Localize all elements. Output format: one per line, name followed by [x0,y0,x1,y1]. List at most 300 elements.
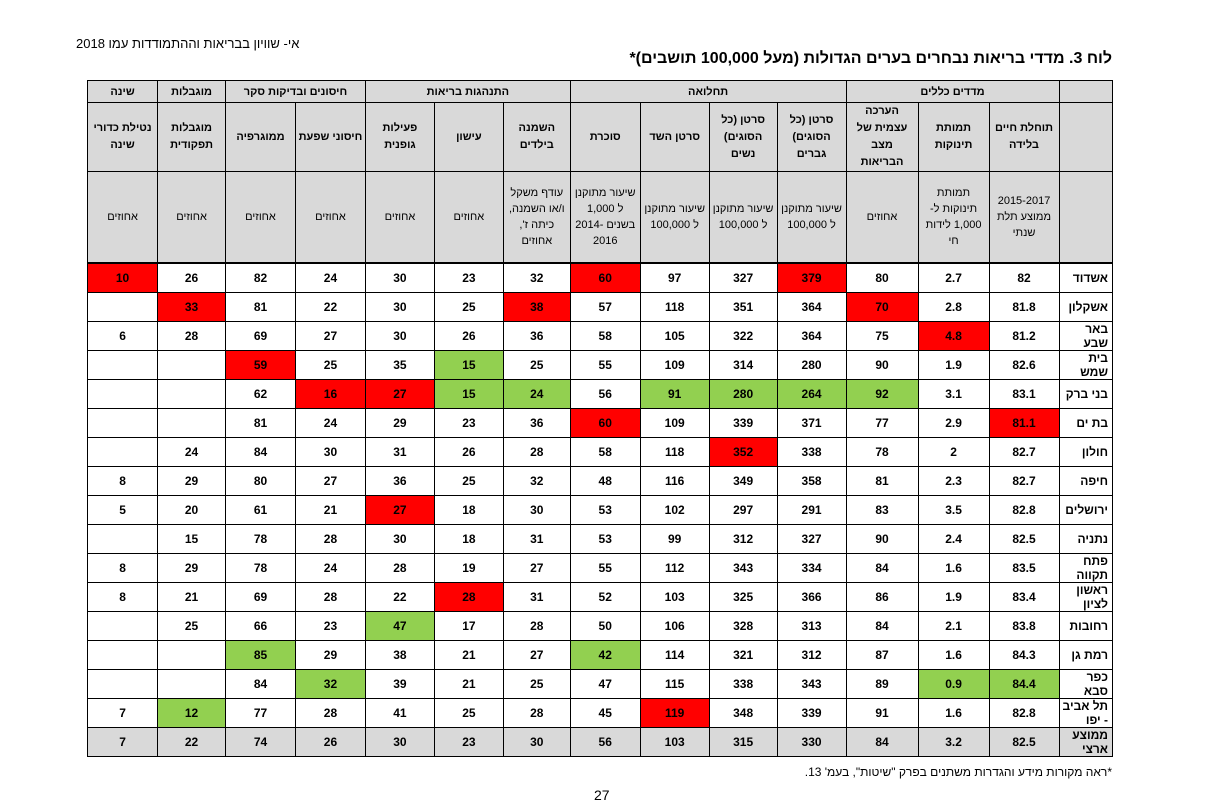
value-cell [158,380,226,409]
column-header: סרטן (כל הסוגים) גברים [777,103,846,172]
table-row [88,554,1113,583]
value-cell: 32 [503,467,570,496]
table-row [88,670,1113,699]
value-cell [88,438,158,467]
value-cell: 4.8 [918,322,989,351]
table-row [88,293,1113,322]
value-cell: 82.7 [989,438,1059,467]
value-cell: 78 [226,525,296,554]
value-cell: 36 [503,322,570,351]
value-cell: 83 [846,496,918,525]
value-cell [88,293,158,322]
value-cell [158,351,226,380]
value-cell: 312 [777,641,846,670]
value-cell: 8 [88,467,158,496]
value-cell: 29 [296,641,366,670]
value-cell: 30 [296,438,366,467]
value-cell: 28 [434,583,503,612]
column-unit: אחוזים [296,172,366,264]
value-cell: 28 [503,699,570,728]
column-header: השמנה בילדים [503,103,570,172]
value-cell: 364 [777,293,846,322]
column-header: סוכרת [570,103,640,172]
column-unit: אחוזים [365,172,434,264]
column-header: חיסוני שפעת [296,103,366,172]
value-cell: 78 [226,554,296,583]
value-cell: 2.8 [918,293,989,322]
value-cell: 264 [777,380,846,409]
value-cell: 27 [365,496,434,525]
value-cell: 32 [503,263,570,293]
value-cell: 74 [226,728,296,757]
value-cell: 334 [777,554,846,583]
value-cell: 56 [570,380,640,409]
value-cell: 35 [365,351,434,380]
value-cell [88,612,158,641]
value-cell: 30 [365,293,434,322]
value-cell: 69 [226,583,296,612]
value-cell: 52 [570,583,640,612]
group-header-health-behavior: התנהגות בריאות [365,81,570,103]
value-cell: 81.2 [989,322,1059,351]
value-cell: 28 [158,322,226,351]
value-cell: 322 [709,322,777,351]
value-cell: 82 [226,263,296,293]
group-header-sleep: שינה [88,81,158,103]
value-cell: 328 [709,612,777,641]
city-name-cell: ראשון לציון [1059,583,1113,612]
value-cell: 109 [640,409,709,438]
value-cell: 28 [365,554,434,583]
value-cell: 28 [296,699,366,728]
value-cell: 1.6 [918,641,989,670]
value-cell: 3.1 [918,380,989,409]
value-cell: 83.5 [989,554,1059,583]
city-name-cell: ירושלים [1059,496,1113,525]
value-cell: 84 [846,728,918,757]
value-cell: 84 [226,438,296,467]
value-cell: 30 [365,322,434,351]
value-cell: 1.9 [918,351,989,380]
value-cell: 18 [434,496,503,525]
value-cell: 26 [434,322,503,351]
value-cell: 89 [846,670,918,699]
value-cell: 90 [846,351,918,380]
table-row [88,699,1113,728]
value-cell: 75 [846,322,918,351]
value-cell: 22 [158,728,226,757]
city-name-cell: ממוצע ארצי [1059,728,1113,757]
value-cell: 25 [503,670,570,699]
value-cell: 84 [846,554,918,583]
value-cell: 114 [640,641,709,670]
table-row [88,438,1113,467]
value-cell: 115 [640,670,709,699]
table-row [88,496,1113,525]
value-cell: 27 [503,554,570,583]
value-cell: 36 [503,409,570,438]
value-cell: 83.8 [989,612,1059,641]
value-cell: 53 [570,496,640,525]
value-cell: 41 [365,699,434,728]
value-cell: 60 [570,263,640,293]
value-cell: 2.1 [918,612,989,641]
table-title: לוח 3. מדדי בריאות נבחרים בערים הגדולות (מעל 100,000 תושבים)* [629,50,1112,67]
value-cell [88,641,158,670]
value-cell: 32 [296,670,366,699]
value-cell: 103 [640,728,709,757]
value-cell: 358 [777,467,846,496]
value-cell: 3.2 [918,728,989,757]
value-cell: 42 [570,641,640,670]
value-cell: 26 [434,438,503,467]
value-cell: 86 [846,583,918,612]
value-cell: 83.4 [989,583,1059,612]
value-cell: 81.8 [989,293,1059,322]
value-cell: 82.5 [989,525,1059,554]
table-row [88,641,1113,670]
table-row [88,525,1113,554]
value-cell [88,351,158,380]
value-cell: 84 [846,612,918,641]
value-cell: 58 [570,322,640,351]
value-cell: 116 [640,467,709,496]
value-cell: 343 [777,670,846,699]
value-cell: 25 [434,699,503,728]
value-cell: 45 [570,699,640,728]
value-cell: 5 [88,496,158,525]
value-cell: 119 [640,699,709,728]
value-cell: 23 [434,263,503,293]
value-cell: 6 [88,322,158,351]
value-cell: 351 [709,293,777,322]
value-cell: 21 [434,641,503,670]
corner-cell [1059,81,1113,103]
value-cell: 31 [503,525,570,554]
value-cell: 30 [365,525,434,554]
city-name-cell: בני ברק [1059,380,1113,409]
value-cell: 1.6 [918,554,989,583]
value-cell: 325 [709,583,777,612]
value-cell: 15 [434,380,503,409]
column-unit: 2015-2017 ממוצע תלת שנתי [989,172,1059,264]
value-cell: 1.6 [918,699,989,728]
column-unit: שיעור מתוקנן ל 100,000 [640,172,709,264]
value-cell: 50 [570,612,640,641]
city-name-cell: נתניה [1059,525,1113,554]
value-cell: 339 [709,409,777,438]
value-cell: 39 [365,670,434,699]
value-cell: 29 [158,554,226,583]
value-cell: 58 [570,438,640,467]
value-cell [158,409,226,438]
value-cell: 364 [777,322,846,351]
value-cell: 280 [709,380,777,409]
value-cell: 90 [846,525,918,554]
value-cell: 83.1 [989,380,1059,409]
value-cell: 2.4 [918,525,989,554]
value-cell: 82.8 [989,699,1059,728]
column-unit: שיעור מתוקנן ל 1,000 בשנים 2014-2016 [570,172,640,264]
value-cell: 379 [777,263,846,293]
city-name-cell: באר שבע [1059,322,1113,351]
value-cell: 327 [777,525,846,554]
table-row [88,583,1113,612]
value-cell: 19 [434,554,503,583]
value-cell: 28 [296,583,366,612]
value-cell: 343 [709,554,777,583]
value-cell: 12 [158,699,226,728]
value-cell: 23 [434,728,503,757]
value-cell [88,525,158,554]
value-cell: 82.8 [989,496,1059,525]
corner-cell [1059,103,1113,172]
value-cell: 18 [434,525,503,554]
value-cell: 25 [296,351,366,380]
corner-cell [1059,172,1113,264]
value-cell: 366 [777,583,846,612]
group-header-row [88,81,1113,103]
table-row [88,467,1113,496]
table-row [88,612,1113,641]
city-name-cell: בית שמש [1059,351,1113,380]
city-name-cell: רמת גן [1059,641,1113,670]
value-cell: 38 [365,641,434,670]
value-cell: 0.9 [918,670,989,699]
value-cell: 31 [503,583,570,612]
value-cell: 2.3 [918,467,989,496]
value-cell: 81.1 [989,409,1059,438]
city-name-cell: כפר סבא [1059,670,1113,699]
table-row [88,380,1113,409]
city-name-cell: רחובות [1059,612,1113,641]
value-cell: 97 [640,263,709,293]
value-cell: 29 [158,467,226,496]
city-name-cell: תל אביב - יפו [1059,699,1113,728]
value-cell: 24 [296,263,366,293]
value-cell: 27 [503,641,570,670]
city-name-cell: חולון [1059,438,1113,467]
value-cell: 15 [434,351,503,380]
column-unit: אחוזים [88,172,158,264]
health-indicators-table [87,80,1113,757]
value-cell: 87 [846,641,918,670]
city-name-cell: אשקלון [1059,293,1113,322]
value-cell: 321 [709,641,777,670]
national-average-row [88,728,1113,757]
column-unit: שיעור מתוקנן ל 100,000 [709,172,777,264]
value-cell: 29 [365,409,434,438]
city-name-cell: חיפה [1059,467,1113,496]
value-cell: 25 [434,293,503,322]
value-cell: 62 [226,380,296,409]
value-cell: 291 [777,496,846,525]
value-cell: 1.9 [918,583,989,612]
value-cell [158,641,226,670]
value-cell: 16 [296,380,366,409]
value-cell: 66 [226,612,296,641]
value-cell: 48 [570,467,640,496]
value-cell: 2.9 [918,409,989,438]
value-cell: 313 [777,612,846,641]
value-cell: 70 [846,293,918,322]
value-cell: 77 [226,699,296,728]
value-cell: 280 [777,351,846,380]
value-cell: 30 [365,263,434,293]
group-header-vaccines-screening: חיסונים ובדיקות סקר [226,81,366,103]
column-header: מוגבלות תפקודית [158,103,226,172]
value-cell: 28 [503,612,570,641]
value-cell: 31 [365,438,434,467]
value-cell: 371 [777,409,846,438]
value-cell: 348 [709,699,777,728]
value-cell: 25 [158,612,226,641]
value-cell: 338 [777,438,846,467]
value-cell: 21 [434,670,503,699]
value-cell: 330 [777,728,846,757]
column-unit: אחוזים [226,172,296,264]
column-unit: שיעור מתוקנן ל 100,000 [777,172,846,264]
value-cell: 81 [226,293,296,322]
value-cell: 21 [158,583,226,612]
page-number: 27 [594,787,610,803]
value-cell: 30 [503,728,570,757]
value-cell: 327 [709,263,777,293]
value-cell: 36 [365,467,434,496]
value-cell [88,670,158,699]
value-cell: 69 [226,322,296,351]
page-header: אי- שוויון בבריאות וההתמודדות עמו 2018 [76,36,300,51]
value-cell: 59 [226,351,296,380]
value-cell: 312 [709,525,777,554]
value-cell: 91 [640,380,709,409]
value-cell: 56 [570,728,640,757]
value-cell: 105 [640,322,709,351]
value-cell: 82.5 [989,728,1059,757]
value-cell: 118 [640,293,709,322]
value-cell: 38 [503,293,570,322]
group-header-disability: מוגבלות [158,81,226,103]
value-cell: 27 [296,467,366,496]
value-cell: 10 [88,263,158,293]
value-cell: 82.7 [989,467,1059,496]
value-cell: 28 [296,525,366,554]
city-name-cell: בת ים [1059,409,1113,438]
value-cell: 21 [296,496,366,525]
value-cell: 112 [640,554,709,583]
value-cell: 8 [88,554,158,583]
table-row [88,263,1113,293]
value-cell: 30 [503,496,570,525]
value-cell: 24 [503,380,570,409]
value-cell: 102 [640,496,709,525]
value-cell: 103 [640,583,709,612]
value-cell: 17 [434,612,503,641]
value-cell: 25 [434,467,503,496]
column-header: סרטן (כל הסוגים) נשים [709,103,777,172]
column-header: תוחלת חיים בלידה [989,103,1059,172]
value-cell: 27 [296,322,366,351]
value-cell: 315 [709,728,777,757]
value-cell: 23 [434,409,503,438]
column-unit-row [88,172,1113,264]
value-cell: 7 [88,728,158,757]
value-cell: 2.7 [918,263,989,293]
value-cell: 27 [365,380,434,409]
value-cell: 2 [918,438,989,467]
column-unit: תמותת תינוקות ל- 1,000 לידות חי [918,172,989,264]
column-header: תמותת תינוקות [918,103,989,172]
value-cell: 82 [989,263,1059,293]
value-cell: 26 [296,728,366,757]
value-cell: 84.4 [989,670,1059,699]
value-cell: 118 [640,438,709,467]
group-header-morbidity: תחלואה [570,81,846,103]
value-cell: 80 [226,467,296,496]
value-cell: 80 [846,263,918,293]
city-name-cell: פתח תקווה [1059,554,1113,583]
column-unit: עודף משקל ו/או השמנה, כיתה ז', אחוזים [503,172,570,264]
value-cell: 84 [226,670,296,699]
value-cell [88,409,158,438]
value-cell: 8 [88,583,158,612]
column-header: נטילת כדורי שינה [88,103,158,172]
value-cell: 22 [296,293,366,322]
city-name-cell: אשדוד [1059,263,1113,293]
table-body [88,263,1113,757]
value-cell: 61 [226,496,296,525]
value-cell: 314 [709,351,777,380]
value-cell: 47 [365,612,434,641]
table-row [88,322,1113,351]
value-cell: 26 [158,263,226,293]
value-cell: 81 [846,467,918,496]
value-cell: 78 [846,438,918,467]
column-unit: אחוזים [434,172,503,264]
value-cell: 91 [846,699,918,728]
value-cell: 28 [503,438,570,467]
group-header-general: מדדים כללים [846,81,1059,103]
value-cell: 349 [709,467,777,496]
value-cell: 25 [503,351,570,380]
column-unit: אחוזים [158,172,226,264]
value-cell: 55 [570,554,640,583]
table-row [88,409,1113,438]
footnote: *ראה מקורות מידע והגדרות משתנים בפרק "שיטות", בעמ' 13. [804,765,1112,779]
value-cell: 33 [158,293,226,322]
table-row [88,351,1113,380]
value-cell [158,670,226,699]
value-cell: 24 [158,438,226,467]
value-cell: 92 [846,380,918,409]
value-cell: 22 [365,583,434,612]
value-cell: 106 [640,612,709,641]
column-unit: אחוזים [846,172,918,264]
value-cell: 339 [777,699,846,728]
value-cell: 30 [365,728,434,757]
column-header: פעילות גופנית [365,103,434,172]
column-header: סרטן השד [640,103,709,172]
value-cell: 109 [640,351,709,380]
value-cell: 3.5 [918,496,989,525]
value-cell: 77 [846,409,918,438]
column-name-row [88,103,1113,172]
value-cell: 55 [570,351,640,380]
value-cell: 47 [570,670,640,699]
value-cell: 53 [570,525,640,554]
value-cell: 84.3 [989,641,1059,670]
value-cell [88,380,158,409]
